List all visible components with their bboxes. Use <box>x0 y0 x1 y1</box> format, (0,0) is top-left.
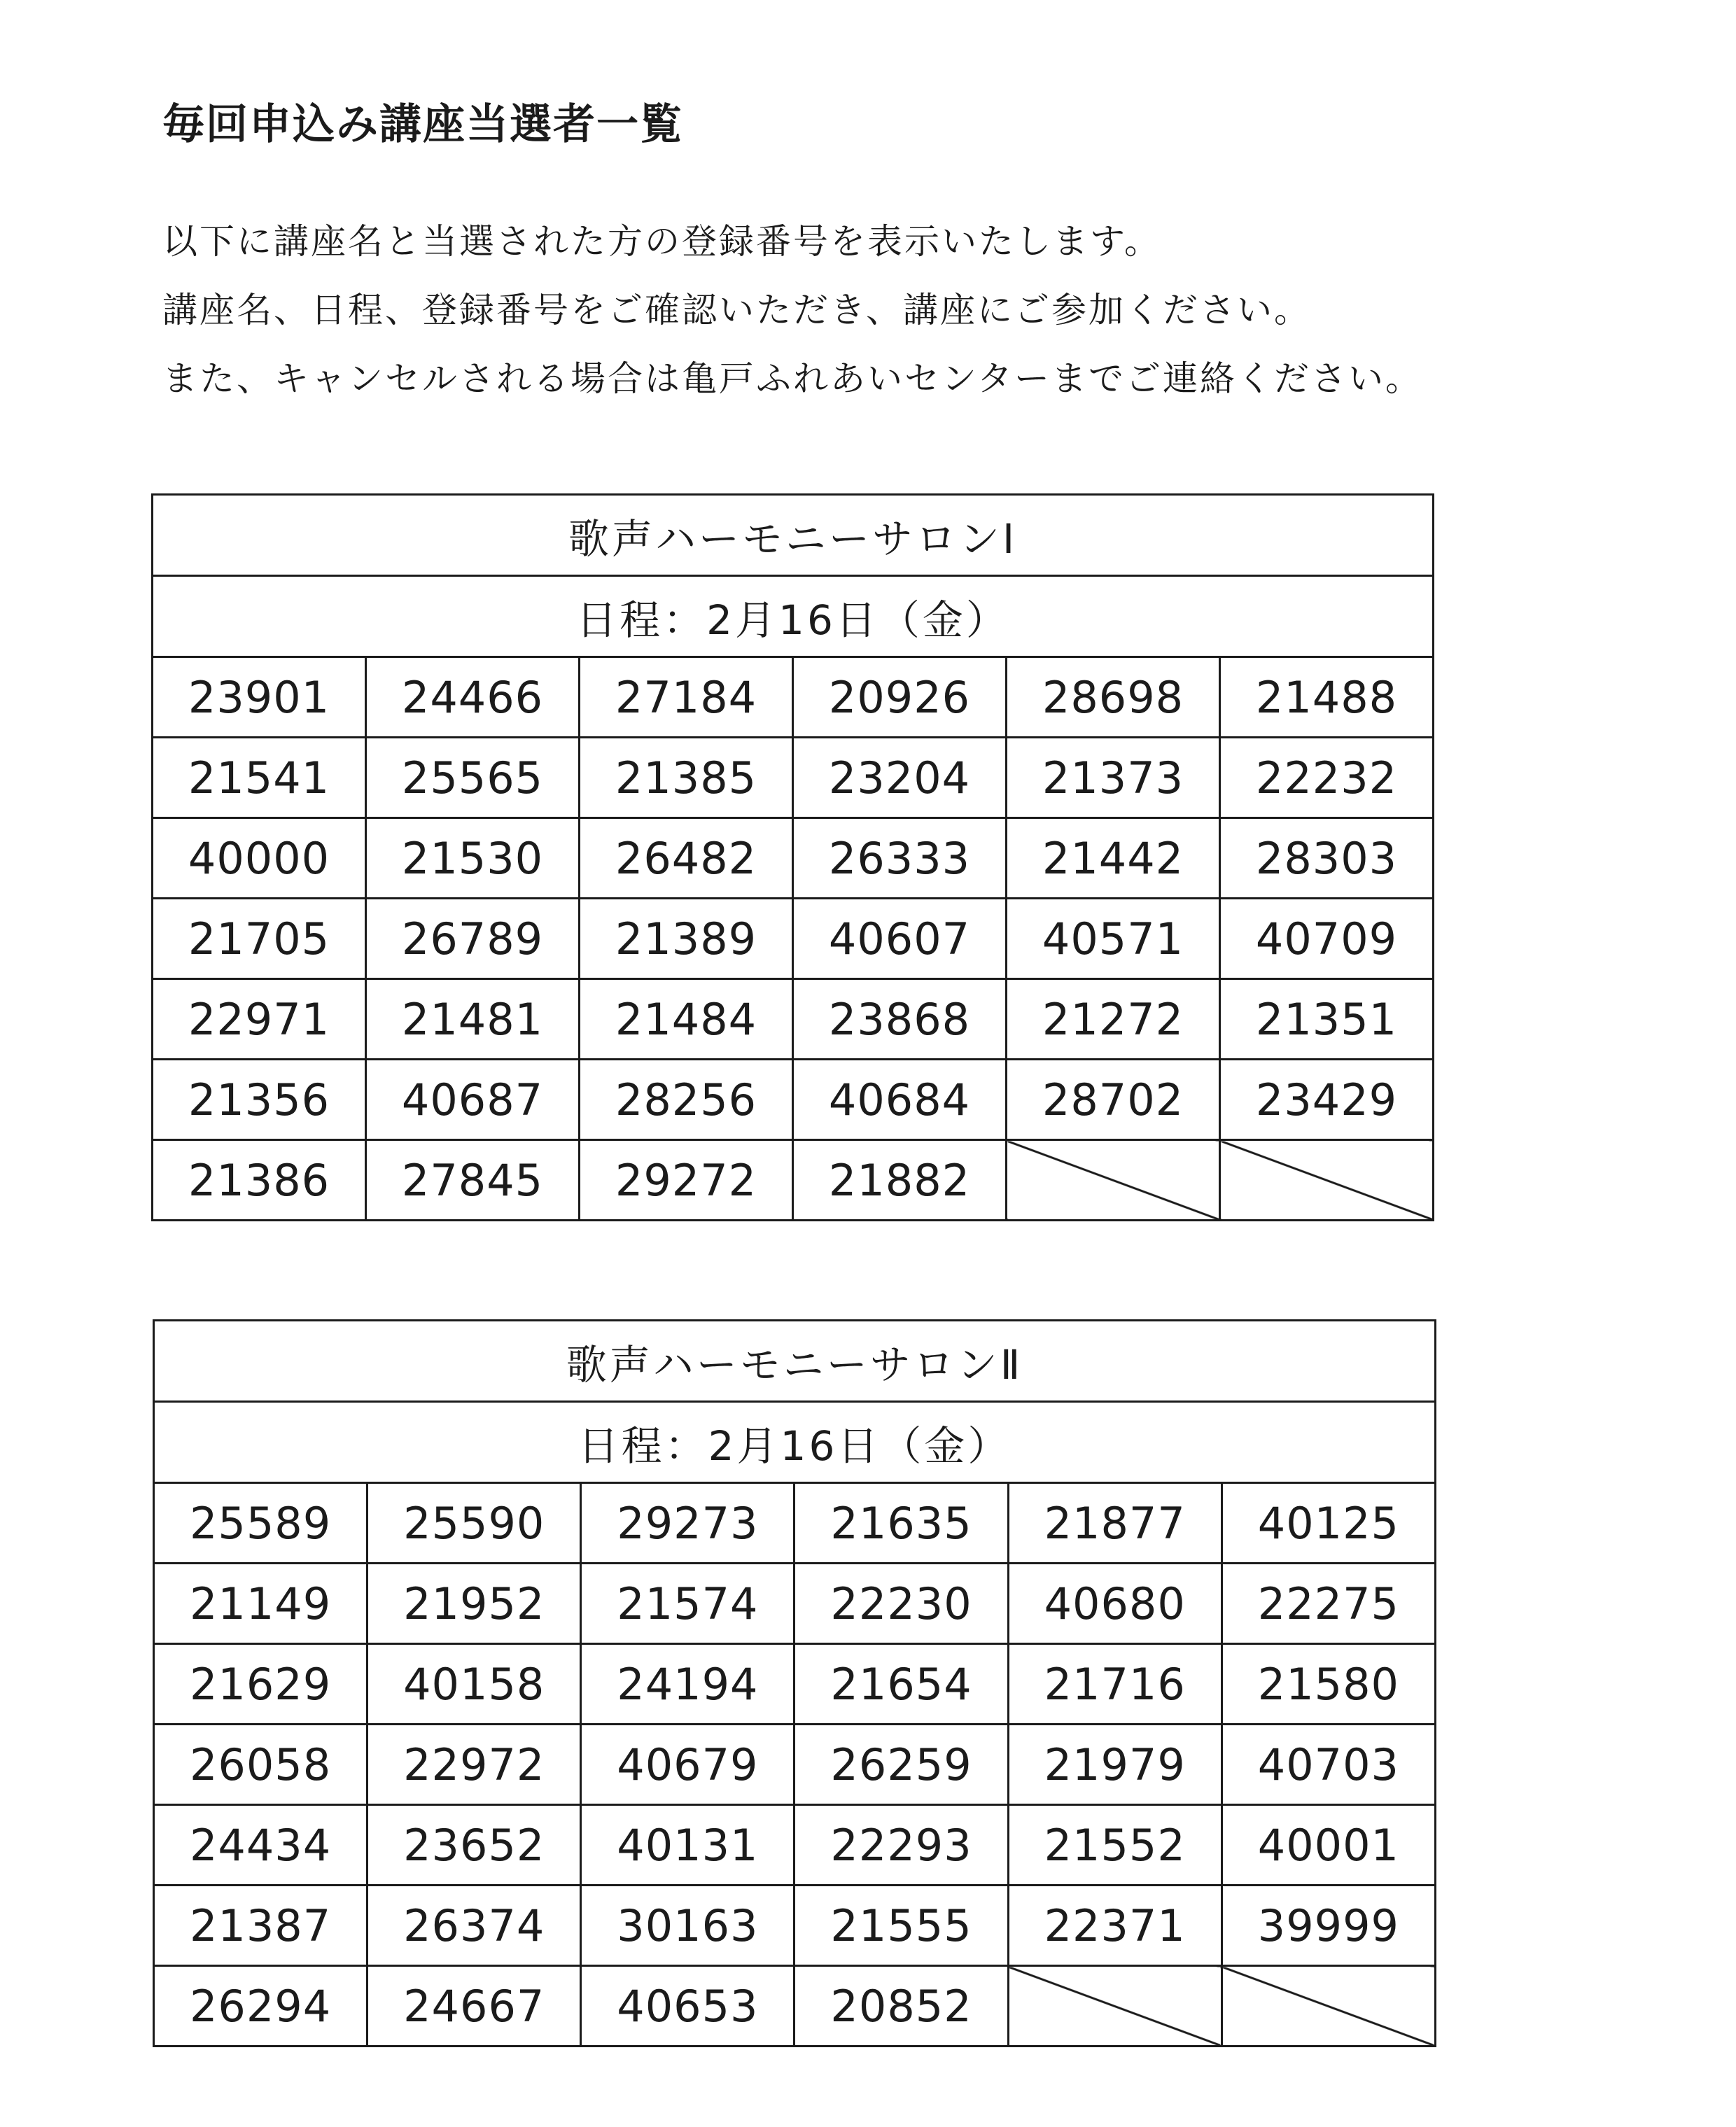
intro-line: また、キャンセルされる場合は亀戸ふれあいセンターまでご連絡ください。 <box>162 358 1422 399</box>
table-row <box>154 1966 1436 2047</box>
registration-number-cell: 26333 <box>793 818 1007 899</box>
registration-number-cell: 40131 <box>581 1805 794 1886</box>
registration-number-cell: 22971 <box>153 979 366 1060</box>
table-row <box>153 818 1434 899</box>
registration-number-cell: 29272 <box>580 1140 793 1221</box>
registration-number-cell: 27845 <box>366 1140 580 1221</box>
registration-numbers <box>154 1483 1436 2047</box>
course-schedule: 日程：2月16日（金） <box>154 1402 1436 1483</box>
registration-number-cell: 21351 <box>1220 979 1434 1060</box>
registration-number-cell: 22232 <box>1220 738 1434 818</box>
registration-number-cell: 24466 <box>366 657 580 738</box>
registration-number-cell: 21716 <box>1008 1644 1222 1725</box>
registration-number-cell: 22371 <box>1008 1886 1222 1966</box>
registration-number-cell: 21629 <box>154 1644 368 1725</box>
registration-number-cell: 23901 <box>153 657 366 738</box>
registration-number-cell: 21484 <box>580 979 793 1060</box>
registration-number-cell: 27184 <box>580 657 793 738</box>
registration-number-cell: 21149 <box>154 1564 368 1644</box>
registration-number-cell: 40687 <box>366 1060 580 1140</box>
registration-number-cell: 30163 <box>581 1886 794 1966</box>
registration-number-cell: 26789 <box>366 899 580 979</box>
empty-cell <box>1220 1140 1434 1221</box>
registration-number-cell: 21555 <box>794 1886 1008 1966</box>
registration-number-cell: 23868 <box>793 979 1007 1060</box>
registration-number-cell: 29273 <box>581 1483 794 1564</box>
registration-number-cell: 21952 <box>368 1564 581 1644</box>
table-row <box>154 1805 1436 1886</box>
course-schedule: 日程：2月16日（金） <box>153 576 1434 657</box>
registration-number-cell: 25589 <box>154 1483 368 1564</box>
registration-number-cell: 40684 <box>793 1060 1007 1140</box>
course-name: 歌声ハーモニーサロンⅡ <box>154 1321 1436 1402</box>
registration-number-cell: 26259 <box>794 1725 1008 1805</box>
intro-line: 講座名、日程、登録番号をご確認いただき、講座にご参加ください。 <box>162 290 1311 330</box>
registration-number-cell: 40680 <box>1008 1564 1222 1644</box>
registration-number-cell: 21481 <box>366 979 580 1060</box>
winners-table-course-1 <box>151 493 1434 1221</box>
registration-number-cell: 21389 <box>580 899 793 979</box>
registration-number-cell: 21979 <box>1008 1725 1222 1805</box>
empty-cell <box>1008 1966 1222 2047</box>
registration-number-cell: 21541 <box>153 738 366 818</box>
registration-number-cell: 28303 <box>1220 818 1434 899</box>
registration-number-cell: 23652 <box>368 1805 581 1886</box>
course-name: 歌声ハーモニーサロンⅠ <box>153 495 1434 576</box>
registration-number-cell: 22972 <box>368 1725 581 1805</box>
registration-number-cell: 21635 <box>794 1483 1008 1564</box>
registration-number-cell: 21272 <box>1007 979 1220 1060</box>
registration-number-cell: 26482 <box>580 818 793 899</box>
registration-number-cell: 26374 <box>368 1886 581 1966</box>
registration-number-cell: 21877 <box>1008 1483 1222 1564</box>
table-row <box>153 899 1434 979</box>
registration-number-cell: 21488 <box>1220 657 1434 738</box>
registration-number-cell: 20852 <box>794 1966 1008 2047</box>
table-row <box>153 738 1434 818</box>
table-row <box>154 1725 1436 1805</box>
registration-number-cell: 21882 <box>793 1140 1007 1221</box>
table-row <box>154 1644 1436 1725</box>
registration-number-cell: 21356 <box>153 1060 366 1140</box>
registration-number-cell: 21580 <box>1222 1644 1435 1725</box>
registration-number-cell: 24194 <box>581 1644 794 1725</box>
schedule-row <box>154 1402 1436 1483</box>
table-row <box>153 1060 1434 1140</box>
registration-number-cell: 23204 <box>793 738 1007 818</box>
registration-number-cell: 21442 <box>1007 818 1220 899</box>
registration-number-cell: 40571 <box>1007 899 1220 979</box>
registration-number-cell: 21530 <box>366 818 580 899</box>
registration-number-cell: 28698 <box>1007 657 1220 738</box>
table-row <box>154 1886 1436 1966</box>
empty-cell <box>1007 1140 1220 1221</box>
registration-number-cell: 28256 <box>580 1060 793 1140</box>
registration-number-cell: 40000 <box>153 818 366 899</box>
registration-number-cell: 40158 <box>368 1644 581 1725</box>
table-row <box>153 657 1434 738</box>
registration-number-cell: 40653 <box>581 1966 794 2047</box>
registration-number-cell: 26294 <box>154 1966 368 2047</box>
registration-number-cell: 21654 <box>794 1644 1008 1725</box>
page-title: 毎回申込み講座当選者一覧 <box>162 100 683 149</box>
table-row <box>154 1483 1436 1564</box>
registration-number-cell: 21387 <box>154 1886 368 1966</box>
registration-number-cell: 24434 <box>154 1805 368 1886</box>
registration-number-cell: 21705 <box>153 899 366 979</box>
schedule-row <box>153 576 1434 657</box>
registration-number-cell: 22230 <box>794 1564 1008 1644</box>
winners-table-course-2 <box>153 1319 1436 2047</box>
intro-line: 以下に講座名と当選された方の登録番号を表示いたします。 <box>162 221 1161 262</box>
table-row <box>153 979 1434 1060</box>
registration-number-cell: 21574 <box>581 1564 794 1644</box>
registration-numbers <box>153 657 1434 1221</box>
registration-number-cell: 40703 <box>1222 1725 1435 1805</box>
course-name-row <box>154 1321 1436 1402</box>
registration-number-cell: 22293 <box>794 1805 1008 1886</box>
course-name-row <box>153 495 1434 576</box>
empty-cell <box>1222 1966 1435 2047</box>
registration-number-cell: 25565 <box>366 738 580 818</box>
registration-number-cell: 40709 <box>1220 899 1434 979</box>
registration-number-cell: 40607 <box>793 899 1007 979</box>
registration-number-cell: 26058 <box>154 1725 368 1805</box>
registration-number-cell: 40125 <box>1222 1483 1435 1564</box>
registration-number-cell: 21373 <box>1007 738 1220 818</box>
registration-number-cell: 40679 <box>581 1725 794 1805</box>
table-row <box>153 1140 1434 1221</box>
registration-number-cell: 20926 <box>793 657 1007 738</box>
registration-number-cell: 22275 <box>1222 1564 1435 1644</box>
registration-number-cell: 39999 <box>1222 1886 1435 1966</box>
registration-number-cell: 23429 <box>1220 1060 1434 1140</box>
registration-number-cell: 21552 <box>1008 1805 1222 1886</box>
registration-number-cell: 21385 <box>580 738 793 818</box>
registration-number-cell: 24667 <box>368 1966 581 2047</box>
registration-number-cell: 28702 <box>1007 1060 1220 1140</box>
intro-text <box>162 207 1422 413</box>
registration-number-cell: 21386 <box>153 1140 366 1221</box>
table-row <box>154 1564 1436 1644</box>
registration-number-cell: 25590 <box>368 1483 581 1564</box>
registration-number-cell: 40001 <box>1222 1805 1435 1886</box>
